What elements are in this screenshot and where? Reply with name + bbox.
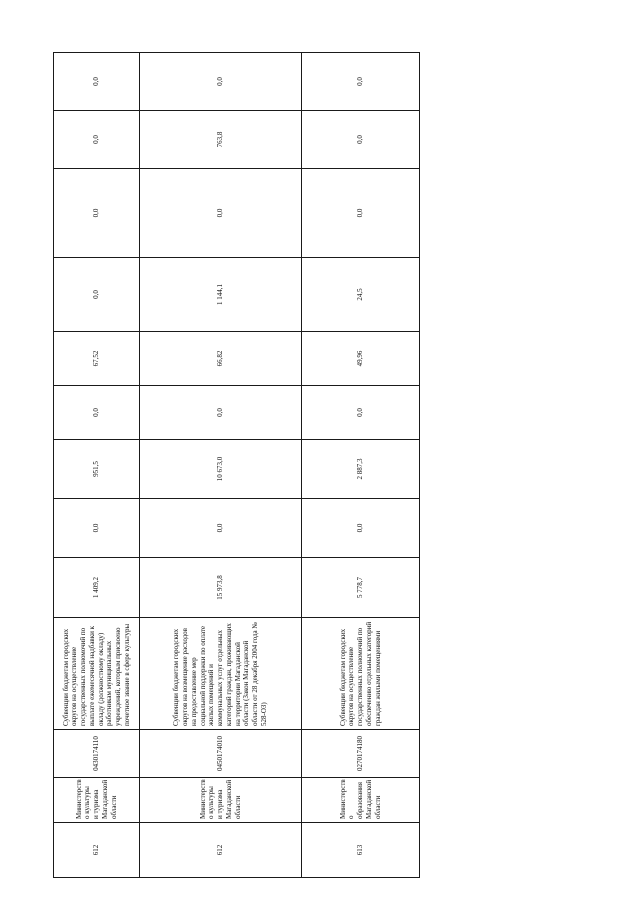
cell-value: 15 973,8 [140,558,302,618]
cell-value: 24,5 [302,258,420,332]
cell-kbk: 0450174010 [140,730,302,778]
rotated-page [53,53,419,878]
cell-value: 0,0 [140,386,302,440]
cell-description: Субвенции бюджетам городских округов на возмещение расходов на предоставление мер социальной поддержки по оплате жилых помещений и коммунальных услуг отдельных категорий граждан, проживающих на территории Магаданской области (Закон Магаданской области от 28 декабря 2004 года № 528-ОЗ) [140,618,302,730]
cell-kbk: 0430174110 [54,730,140,778]
cell-value: 0,0 [140,499,302,558]
table-row [302,53,420,878]
cell-value: 0,0 [54,499,140,558]
cell-value: 0,0 [302,386,420,440]
cell-value: 951,5 [54,440,140,499]
cell-value: 1 409,2 [54,558,140,618]
cell-description: Субвенции бюджетам городских округов на осуществление государственных полномочий по выплате ежемесячной надбавки к окладу (должностному окладу) работникам муниципальных учреждений, которым присвоено почетное звание в сфере культуры [54,618,140,730]
cell-value: 10 673,0 [140,440,302,499]
cell-value: 0,0 [54,386,140,440]
cell-ministry: Министерств о образования Магаданской области [302,778,420,823]
cell-value: 5 778,7 [302,558,420,618]
cell-value: 2 887,3 [302,440,420,499]
cell-value: 66,82 [140,332,302,386]
cell-value: 0,0 [140,53,302,111]
cell-value: 0,0 [54,169,140,258]
cell-value: 49,96 [302,332,420,386]
cell-ministry: Министерств о культуры и туризма Магаданской области [54,778,140,823]
cell-value: 67,52 [54,332,140,386]
cell-value: 1 144,1 [140,258,302,332]
budget-table [53,52,420,878]
cell-value: 763,8 [140,111,302,169]
cell-value: 0,0 [302,53,420,111]
cell-value: 0,0 [302,499,420,558]
cell-kbk: 0270174180 [302,730,420,778]
cell-value: 0,0 [140,169,302,258]
cell-description: Субвенции бюджетам городских округов на осуществление государственных полномочий по обеспечению отдельных категорий граждан жилыми помещениями [302,618,420,730]
cell-value: 0,0 [54,258,140,332]
cell-value: 0,0 [302,169,420,258]
cell-code: 612 [140,823,302,878]
cell-ministry: Министерств о культуры и туризма Магаданской области [140,778,302,823]
cell-value: 0,0 [302,111,420,169]
cell-value: 0,0 [54,111,140,169]
table-row [54,53,140,878]
cell-code: 612 [54,823,140,878]
cell-code: 613 [302,823,420,878]
cell-value: 0,0 [54,53,140,111]
table-row [140,53,302,878]
